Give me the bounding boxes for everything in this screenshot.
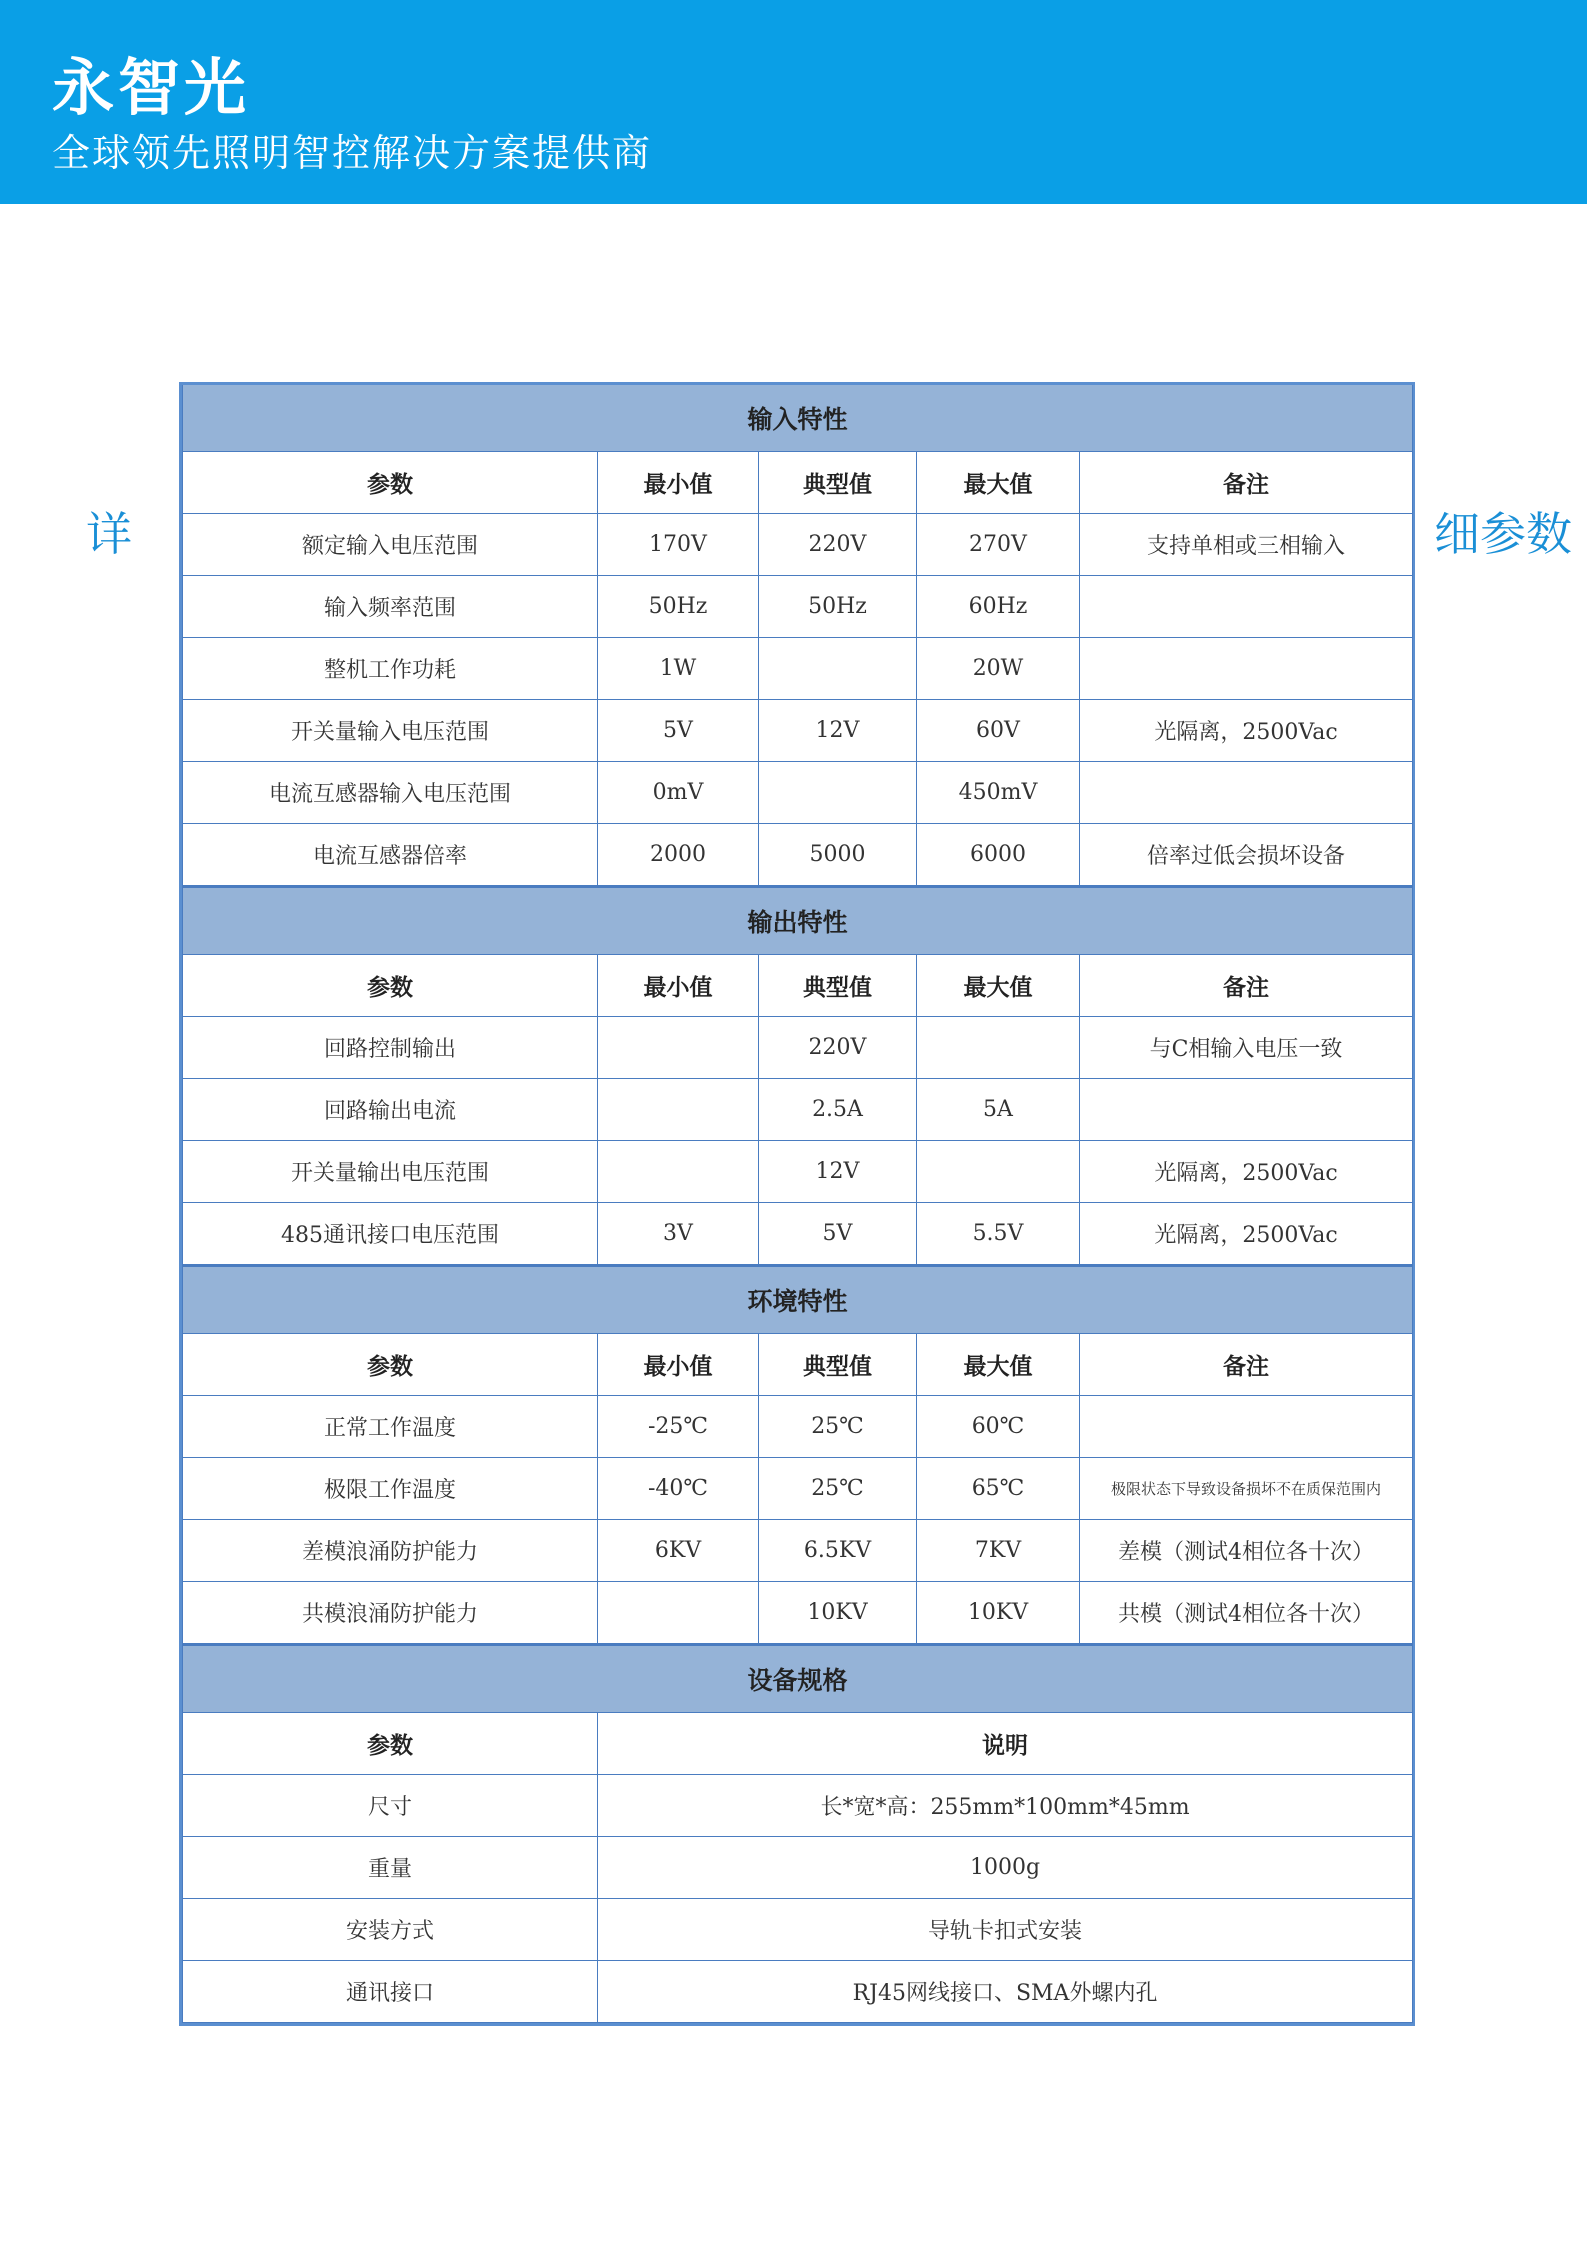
col-min: 最小值	[598, 452, 759, 514]
table-row	[183, 1017, 1413, 1079]
cell-typ	[759, 638, 917, 700]
cell-min: 0mV	[598, 762, 759, 824]
cell-param: 共模浪涌防护能力	[183, 1582, 598, 1645]
header-banner	[0, 0, 1587, 204]
cell-param: 尺寸	[183, 1775, 598, 1837]
cell-note: 极限状态下导致设备损坏不在质保范围内	[1080, 1458, 1413, 1520]
column-header-row	[183, 452, 1413, 514]
col-desc: 说明	[598, 1713, 1413, 1775]
brand-slogan: 全球领先照明智控解决方案提供商	[52, 131, 653, 175]
cell-typ: 220V	[759, 1017, 917, 1079]
cell-min	[598, 1582, 759, 1645]
cell-min: 50Hz	[598, 576, 759, 638]
cell-note: 倍率过低会损坏设备	[1080, 824, 1413, 887]
cell-max: 60℃	[917, 1396, 1080, 1458]
cell-param: 正常工作温度	[183, 1396, 598, 1458]
cell-param: 开关量输入电压范围	[183, 700, 598, 762]
cell-note: 光隔离，2500Vac	[1080, 1141, 1413, 1203]
col-param: 参数	[183, 452, 598, 514]
cell-max: 7KV	[917, 1520, 1080, 1582]
spec-table	[182, 385, 1413, 2023]
column-header-row	[183, 1713, 1413, 1775]
table-row	[183, 1582, 1413, 1645]
cell-param: 额定输入电压范围	[183, 514, 598, 576]
section-title: 环境特性	[183, 1266, 1413, 1334]
cell-param: 电流互感器倍率	[183, 824, 598, 887]
cell-note: 光隔离，2500Vac	[1080, 700, 1413, 762]
col-max: 最大值	[917, 1334, 1080, 1396]
cell-note	[1080, 762, 1413, 824]
cell-note	[1080, 1079, 1413, 1141]
cell-desc: 长*宽*高：255mm*100mm*45mm	[598, 1775, 1413, 1837]
cell-typ: 25℃	[759, 1396, 917, 1458]
cell-max: 65℃	[917, 1458, 1080, 1520]
table-row	[183, 824, 1413, 887]
cell-desc: 1000g	[598, 1837, 1413, 1899]
table-row	[183, 1458, 1413, 1520]
col-param: 参数	[183, 1334, 598, 1396]
section-title: 输入特性	[183, 385, 1413, 452]
cell-typ: 10KV	[759, 1582, 917, 1645]
cell-max: 5.5V	[917, 1203, 1080, 1266]
table-row	[183, 700, 1413, 762]
cell-param: 电流互感器输入电压范围	[183, 762, 598, 824]
section-title: 输出特性	[183, 887, 1413, 955]
table-row	[183, 1899, 1413, 1961]
cell-typ: 12V	[759, 1141, 917, 1203]
cell-typ	[759, 762, 917, 824]
cell-param: 回路输出电流	[183, 1079, 598, 1141]
cell-typ: 5V	[759, 1203, 917, 1266]
cell-param: 安装方式	[183, 1899, 598, 1961]
table-row	[183, 1203, 1413, 1266]
brand-name: 永智光	[52, 51, 251, 124]
cell-typ: 50Hz	[759, 576, 917, 638]
cell-typ: 12V	[759, 700, 917, 762]
cell-min	[598, 1141, 759, 1203]
table-row	[183, 1837, 1413, 1899]
cell-min: 1W	[598, 638, 759, 700]
cell-note	[1080, 576, 1413, 638]
cell-min: 2000	[598, 824, 759, 887]
table-row	[183, 762, 1413, 824]
cell-param: 回路控制输出	[183, 1017, 598, 1079]
col-min: 最小值	[598, 955, 759, 1017]
col-param: 参数	[183, 955, 598, 1017]
cell-desc: 导轨卡扣式安装	[598, 1899, 1413, 1961]
col-typ: 典型值	[759, 1334, 917, 1396]
col-max: 最大值	[917, 452, 1080, 514]
cell-min: 170V	[598, 514, 759, 576]
cell-max: 6000	[917, 824, 1080, 887]
column-header-row	[183, 955, 1413, 1017]
cell-param: 485通讯接口电压范围	[183, 1203, 598, 1266]
cell-max: 60Hz	[917, 576, 1080, 638]
cell-max: 10KV	[917, 1582, 1080, 1645]
col-min: 最小值	[598, 1334, 759, 1396]
side-title-left: 详	[86, 507, 132, 561]
cell-min: 3V	[598, 1203, 759, 1266]
cell-typ: 220V	[759, 514, 917, 576]
cell-param: 开关量输出电压范围	[183, 1141, 598, 1203]
cell-typ: 6.5KV	[759, 1520, 917, 1582]
cell-note: 光隔离，2500Vac	[1080, 1203, 1413, 1266]
col-param: 参数	[183, 1713, 598, 1775]
cell-note	[1080, 638, 1413, 700]
table-row	[183, 1079, 1413, 1141]
section-device-header	[183, 1645, 1413, 1713]
section-input-header	[183, 385, 1413, 452]
section-title: 设备规格	[183, 1645, 1413, 1713]
cell-min: 5V	[598, 700, 759, 762]
col-note: 备注	[1080, 955, 1413, 1017]
table-row	[183, 576, 1413, 638]
section-env-header	[183, 1266, 1413, 1334]
col-note: 备注	[1080, 1334, 1413, 1396]
cell-param: 极限工作温度	[183, 1458, 598, 1520]
table-row	[183, 1396, 1413, 1458]
cell-note: 支持单相或三相输入	[1080, 514, 1413, 576]
cell-max: 450mV	[917, 762, 1080, 824]
col-note: 备注	[1080, 452, 1413, 514]
cell-param: 通讯接口	[183, 1961, 598, 2023]
cell-param: 输入频率范围	[183, 576, 598, 638]
cell-min	[598, 1017, 759, 1079]
spec-table-container	[179, 382, 1415, 2026]
cell-max: 5A	[917, 1079, 1080, 1141]
cell-min: -40℃	[598, 1458, 759, 1520]
table-row	[183, 1520, 1413, 1582]
cell-max: 270V	[917, 514, 1080, 576]
cell-note: 与C相输入电压一致	[1080, 1017, 1413, 1079]
cell-note	[1080, 1396, 1413, 1458]
cell-param: 整机工作功耗	[183, 638, 598, 700]
cell-max	[917, 1017, 1080, 1079]
col-max: 最大值	[917, 955, 1080, 1017]
table-row	[183, 514, 1413, 576]
cell-note: 共模（测试4相位各十次）	[1080, 1582, 1413, 1645]
side-title-right: 细参数	[1434, 507, 1572, 561]
cell-min	[598, 1079, 759, 1141]
col-typ: 典型值	[759, 452, 917, 514]
table-row	[183, 638, 1413, 700]
cell-param: 重量	[183, 1837, 598, 1899]
cell-desc: RJ45网线接口、SMA外螺内孔	[598, 1961, 1413, 2023]
table-row	[183, 1961, 1413, 2023]
section-output-header	[183, 887, 1413, 955]
cell-min: -25℃	[598, 1396, 759, 1458]
cell-min: 6KV	[598, 1520, 759, 1582]
col-typ: 典型值	[759, 955, 917, 1017]
cell-typ: 2.5A	[759, 1079, 917, 1141]
cell-note: 差模（测试4相位各十次）	[1080, 1520, 1413, 1582]
cell-param: 差模浪涌防护能力	[183, 1520, 598, 1582]
cell-typ: 25℃	[759, 1458, 917, 1520]
table-row	[183, 1775, 1413, 1837]
cell-max: 60V	[917, 700, 1080, 762]
cell-max	[917, 1141, 1080, 1203]
cell-typ: 5000	[759, 824, 917, 887]
column-header-row	[183, 1334, 1413, 1396]
table-row	[183, 1141, 1413, 1203]
cell-max: 20W	[917, 638, 1080, 700]
